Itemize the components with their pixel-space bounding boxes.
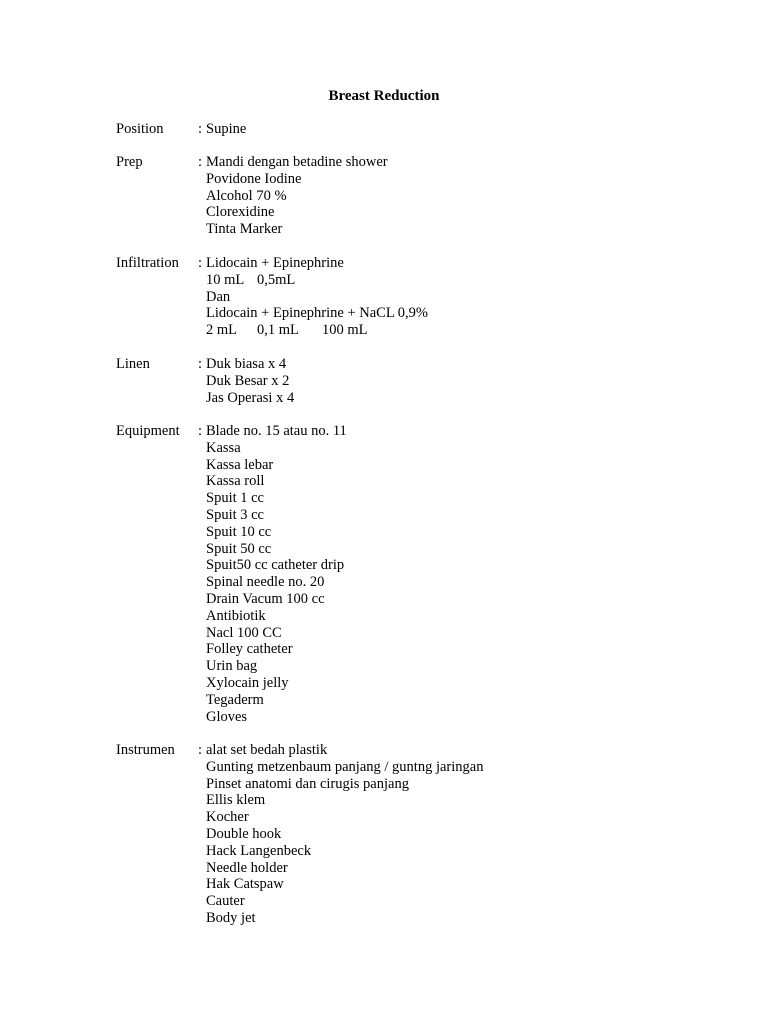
- section-values: [198, 154, 698, 238]
- value-line: Spuit50 cc catheter drip: [206, 557, 345, 574]
- value-line: Spuit 10 cc: [206, 523, 272, 540]
- value-line: : Duk biasa x 4: [198, 356, 287, 372]
- value-line: : Supine: [198, 121, 247, 137]
- value-line: : Lidocain + Epinephrine: [198, 255, 344, 271]
- document-title: Breast Reduction: [328, 88, 440, 104]
- value-line: Spuit 3 cc: [206, 506, 264, 523]
- value-line: Dan: [206, 288, 231, 305]
- value-line: : Mandi dengan betadine shower: [198, 154, 388, 170]
- value-line: Kassa roll: [206, 473, 265, 490]
- value-line: Kocher: [206, 809, 249, 826]
- value-line: Cauter: [206, 893, 245, 910]
- section-label: Position: [116, 121, 164, 137]
- value-line: Needle holder: [206, 859, 288, 876]
- value-line: : alat set bedah plastik: [198, 742, 328, 758]
- value-line: : Blade no. 15 atau no. 11: [198, 423, 347, 439]
- value-line: Nacl 100 CC: [206, 624, 282, 641]
- value-line: Tegaderm: [206, 691, 264, 708]
- section-values: [198, 742, 698, 927]
- value-line: Xylocain jelly: [206, 674, 289, 691]
- section-label: Infiltration: [116, 255, 179, 271]
- dosage-row: 2 mL 0,1 mL 100 mL: [206, 322, 368, 339]
- value-line: Spinal needle no. 20: [206, 574, 325, 591]
- value-line: Pinset anatomi dan cirugis panjang: [206, 775, 409, 792]
- value-line: Hack Langenbeck: [206, 842, 312, 859]
- section-label: Linen: [116, 356, 150, 372]
- value-line: Tinta Marker: [206, 221, 283, 238]
- value-line: Antibiotik: [206, 607, 266, 624]
- value-line: Spuit 1 cc: [206, 490, 264, 507]
- section-values: [198, 356, 698, 406]
- value-line: Urin bag: [206, 658, 258, 675]
- value-line: Folley catheter: [206, 641, 293, 658]
- section-values: [198, 423, 698, 725]
- section-values: [198, 255, 698, 339]
- dosage-row: 10 mL 0,5mL: [206, 271, 296, 288]
- value-line: Lidocain + Epinephrine + NaCL 0,9%: [206, 305, 428, 322]
- value-line: Gunting metzenbaum panjang / guntng jaringan: [206, 758, 484, 775]
- value-line: Ellis klem: [206, 792, 266, 809]
- value-line: Clorexidine: [206, 204, 275, 221]
- value-line: Kassa: [206, 439, 241, 456]
- value-line: Gloves: [206, 708, 248, 725]
- value-line: Drain Vacum 100 cc: [206, 590, 325, 607]
- section-label: Equipment: [116, 423, 180, 439]
- value-line: Double hook: [206, 825, 282, 842]
- value-line: Spuit 50 cc: [206, 540, 272, 557]
- section-label: Instrumen: [116, 742, 175, 758]
- value-line: Duk Besar x 2: [206, 372, 290, 389]
- section-values: [198, 121, 698, 138]
- value-line: Alcohol 70 %: [206, 187, 287, 204]
- section-label: Prep: [116, 154, 143, 170]
- value-line: Hak Catspaw: [206, 876, 284, 893]
- value-line: Povidone Iodine: [206, 170, 302, 187]
- value-line: Jas Operasi x 4: [206, 389, 295, 406]
- value-line: Kassa lebar: [206, 456, 274, 473]
- value-line: Body jet: [206, 909, 256, 926]
